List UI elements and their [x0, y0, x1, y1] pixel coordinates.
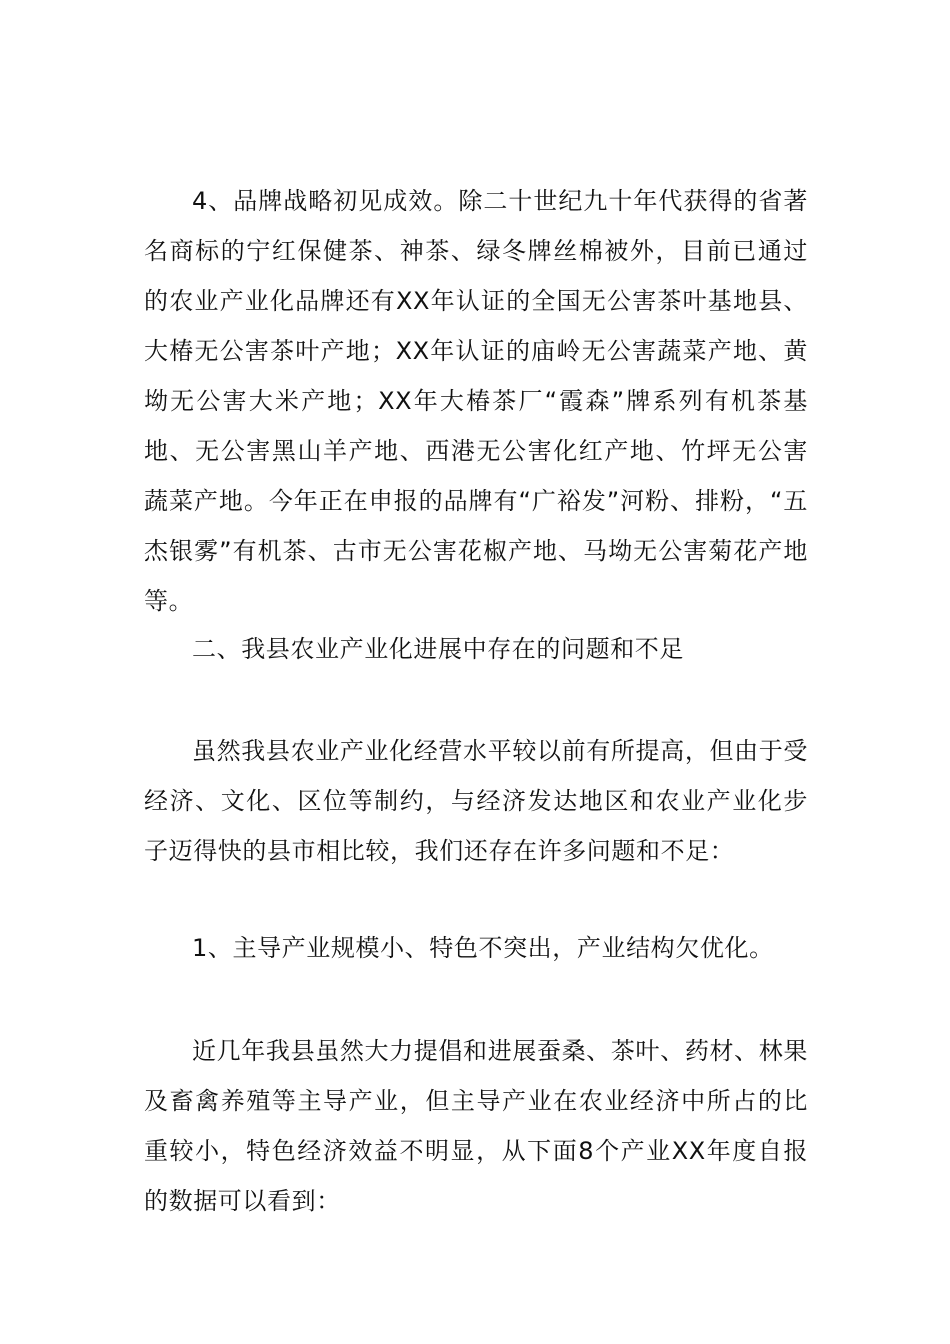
paragraph-brand-strategy: 4、品牌战略初见成效。除二十世纪九十年代获得的省著名商标的宁红保健茶、神茶、绿冬牌丝棉被外，目前已通过的农业产业化品牌还有XX年认证的全国无公害茶叶基地县、大椿无公害茶叶产地；XX年认证的庙岭无公害蔬菜产地、黄坳无公害大米产地；XX年大椿茶厂“霞森”牌系列有机茶基地、无公害黑山羊产地、西港无公害化红产地、竹坪无公害蔬菜产地。今年正在申报的品牌有“广裕发”河粉、排粉，“五杰银雾”有机茶、古市无公害花椒产地、马坳无公害菊花产地等。: [144, 187, 808, 615]
paragraph-intro-problems: 虽然我县农业产业化经营水平较以前有所提高，但由于受经济、文化、区位等制约，与经济发达地区和农业产业化步子迈得快的县市相比较，我们还存在许多问题和不足：: [144, 737, 808, 865]
paragraph-point-1: 1、主导产业规模小、特色不突出，产业结构欠优化。: [192, 934, 774, 962]
paragraph-industry-detail: 近几年我县虽然大力提倡和进展蚕桑、茶叶、药材、林果及畜禽养殖等主导产业，但主导产业在农业经济中所占的比重较小，特色经济效益不明显，从下面8个产业XX年度自报的数据可以看到：: [144, 1037, 808, 1215]
section-heading-problems: 二、我县农业产业化进展中存在的问题和不足: [192, 635, 684, 663]
